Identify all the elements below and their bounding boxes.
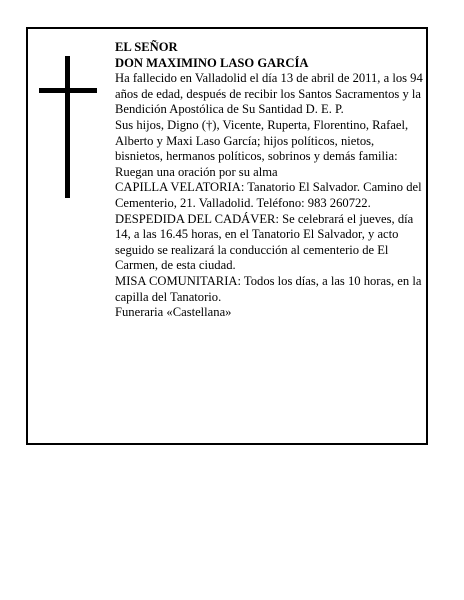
obituary-notice xyxy=(26,27,428,445)
cross-vertical-bar xyxy=(65,56,70,198)
community-mass-info: MISA COMUNITARIA: Todos los días, a las 10 horas, en la capilla del Tanatorio. xyxy=(115,273,422,304)
funeral-farewell-info: DESPEDIDA DEL CADÁVER: Se celebrará el jueves, día 14, a las 16.45 horas, en el Tanatorio El Salvador, y acto seguido se realizará la conducción al cementerio de El Carmen, de esta ciudad. xyxy=(115,211,414,273)
funeral-home: Funeraria «Castellana» xyxy=(115,305,232,320)
cross-icon xyxy=(39,56,97,198)
prayer-request: Ruegan una oración por su alma xyxy=(115,164,278,179)
wake-chapel-info: CAPILLA VELATORIA: Tanatorio El Salvador. Camino del Cementerio, 21. Valladolid. Teléfono: 983 260722. xyxy=(115,180,422,210)
notice-body xyxy=(115,40,423,321)
family-list: Sus hijos, Digno (†), Vicente, Ruperta, Florentino, Rafael, Alberto y Maxi Laso García; hijos políticos, nietos, bisnietos, hermanos políticos, sobrinos y demás familia: xyxy=(115,117,409,164)
notice-title-line-1: EL SEÑOR xyxy=(115,40,178,54)
death-announcement: Ha fallecido en Valladolid el día 13 de abril de 2011, a los 94 años de edad, después de recibir los Santos Sacramentos y la Bendición Apostólica de Su Santidad D. E. P. xyxy=(115,71,423,117)
cross-horizontal-bar xyxy=(39,88,97,93)
deceased-name: DON MAXIMINO LASO GARCÍA xyxy=(115,55,309,70)
